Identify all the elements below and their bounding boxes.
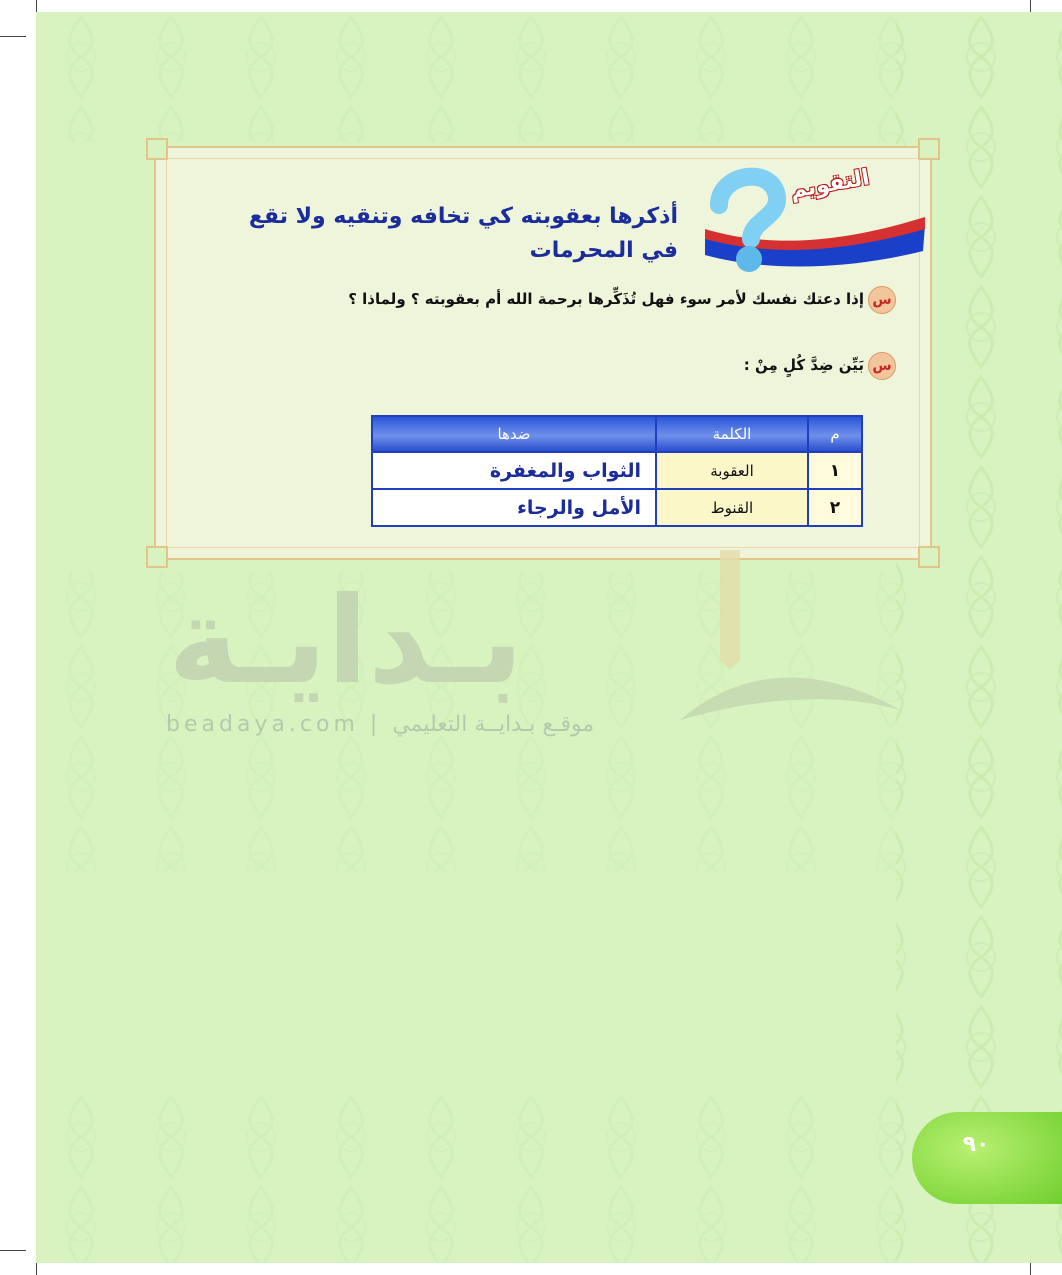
watermark-logo: بـدايـة: [168, 572, 524, 711]
question-mark-icon: [685, 155, 935, 275]
panel-corner: [146, 546, 168, 568]
page-number-tab: [912, 1112, 1062, 1204]
pen-nib-logo: [660, 540, 910, 740]
question-badge-1: س: [868, 286, 896, 314]
table-row: [372, 452, 862, 489]
question-1-text: إذا دعتك نفسك لأمر سوء فهل تُذَكِّرها برحمة الله أم بعقوبته ؟ ولماذا ؟: [348, 290, 864, 308]
row-number: ١: [808, 452, 862, 489]
section-heading: أذكرها بعقوبته كي تخافه وتنقيه ولا تقع في المحرمات: [248, 204, 678, 263]
header-opposite: ضدها: [372, 416, 656, 452]
page-number: ٩٠: [962, 1132, 990, 1157]
panel-corner: [918, 546, 940, 568]
row-word: العقوبة: [656, 452, 808, 489]
question-badge-2: س: [868, 352, 896, 380]
question-2-text: بَيِّن ضِدَّ كُلٍ مِنْ :: [743, 356, 864, 374]
header-word: الكلمة: [656, 416, 808, 452]
row-word: القنوط: [656, 489, 808, 526]
opposites-table: [371, 415, 863, 527]
watermark-caption: beadaya.com | موقـع بـدايــة التعليمي: [166, 712, 595, 737]
table-row: [372, 489, 862, 526]
table-header-row: [372, 416, 862, 452]
row-opposite: الأمل والرجاء: [372, 489, 656, 526]
header-number: م: [808, 416, 862, 452]
section-label: التقويم: [788, 165, 872, 204]
crop-mark: [0, 36, 26, 37]
row-number: ٢: [808, 489, 862, 526]
crop-mark: [0, 1250, 26, 1251]
row-opposite: الثواب والمغفرة: [372, 452, 656, 489]
panel-corner: [146, 138, 168, 160]
